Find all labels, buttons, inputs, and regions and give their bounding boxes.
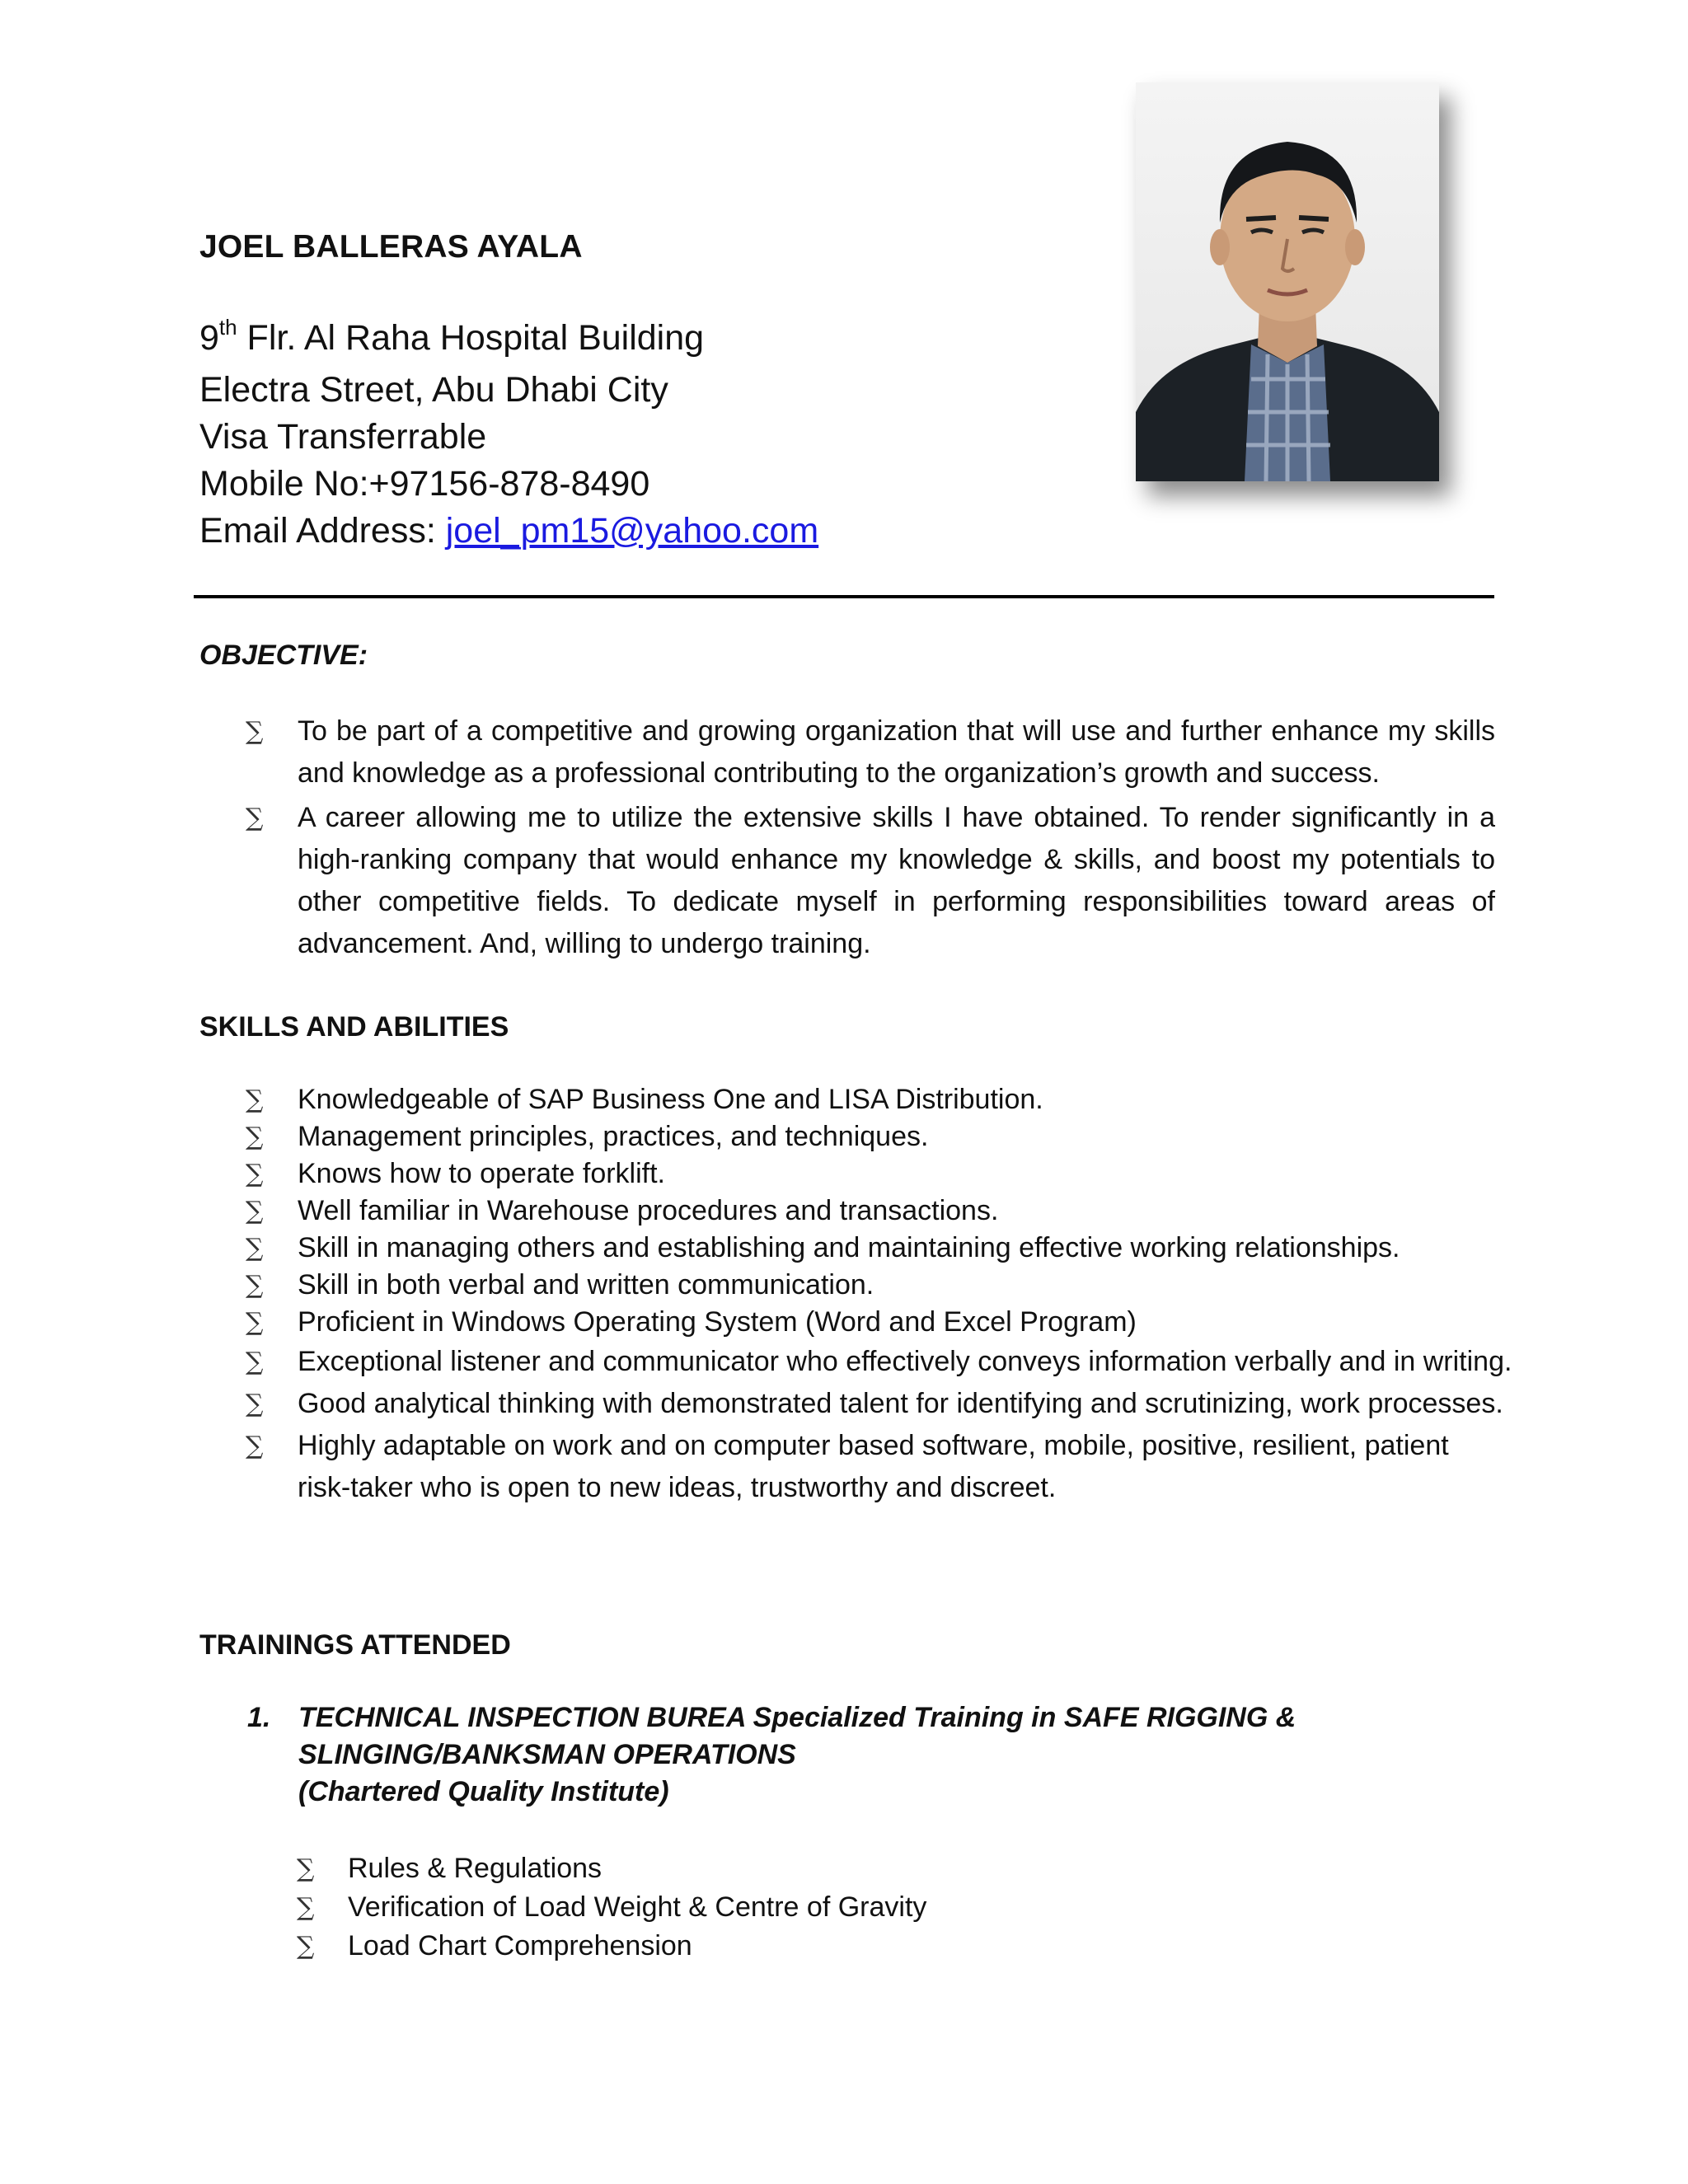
floor-suffix: th: [218, 315, 237, 340]
bullet-icon: ∑: [246, 1197, 264, 1226]
bullet-icon: ∑: [246, 804, 264, 832]
portrait-image: [1136, 82, 1439, 481]
skill-item: ∑ Skill in managing others and establishing and maintaining effective working relationships.: [199, 1230, 1495, 1267]
objective-item: ∑ A career allowing me to utilize the extensive skills I have obtained. To render significantly in a high-ranking company that would enhance my knowledge & skills, and boost my potentials to other competitive fields. To dedicate myself in performing responsibilities toward areas of advancement. And, willing to undergo training.: [199, 797, 1495, 965]
applicant-name: JOEL BALLERAS AYALA: [199, 229, 583, 265]
skill-item: ∑ Knowledgeable of SAP Business One and LISA Distribution.: [199, 1081, 1495, 1118]
objective-title: OBJECTIVE:: [199, 640, 368, 671]
skills-title: SKILLS AND ABILITIES: [199, 1011, 509, 1043]
bullet-icon: ∑: [246, 1085, 264, 1114]
bullet-icon: ∑: [246, 1271, 264, 1300]
training-topic: ∑ Load Chart Comprehension: [247, 1927, 1401, 1966]
bullet-icon: ∑: [246, 1234, 264, 1263]
email-label: Email Address:: [199, 511, 446, 551]
address-building: Flr. Al Raha Hospital Building: [237, 318, 705, 358]
training-institute: (Chartered Quality Institute): [298, 1776, 669, 1807]
bullet-icon: ∑: [246, 1160, 264, 1188]
skill-item: ∑ Good analytical thinking with demonstrated talent for identifying and scrutinizing, work processes.: [199, 1383, 1633, 1425]
objective-list: [199, 710, 1495, 965]
bullet-icon: ∑: [246, 1347, 264, 1376]
visa-status: Visa Transferrable: [199, 417, 487, 457]
bullet-icon: ∑: [246, 1432, 264, 1460]
training-title: TECHNICAL INSPECTION BUREA Specialized Training in SAFE RIGGING & SLINGING/BANKSMAN OPERATIONS: [298, 1702, 1296, 1770]
training-number: 1.: [247, 1702, 271, 1733]
training-topic: ∑ Rules & Regulations: [247, 1849, 1401, 1888]
bullet-icon: ∑: [297, 1854, 315, 1883]
bullet-icon: ∑: [246, 1308, 264, 1337]
address-line-2: Electra Street, Abu Dhabi City: [199, 370, 668, 410]
mobile-number: Mobile No:+97156-878-8490: [199, 464, 650, 504]
bullet-icon: ∑: [246, 717, 264, 746]
training-topics-list: [247, 1849, 1401, 1966]
bullet-icon: ∑: [246, 1122, 264, 1151]
bullet-icon: ∑: [297, 1893, 315, 1922]
skill-item: ∑ Highly adaptable on work and on computer based software, mobile, positive, resilient, patient risk-taker who is open to new ideas, trustworthy and discreet.: [199, 1425, 1495, 1509]
skill-item: ∑ Skill in both verbal and written communication.: [199, 1267, 1495, 1304]
email-line: [199, 508, 818, 555]
skills-list: [199, 1081, 1512, 1509]
skill-item: ∑ Proficient in Windows Operating System (Word and Excel Program): [199, 1304, 1495, 1341]
skill-item: ∑ Knows how to operate forklift.: [199, 1155, 1495, 1193]
bullet-icon: ∑: [246, 1390, 264, 1418]
profile-photo: [1136, 82, 1439, 481]
training-entry-heading: [247, 1699, 1500, 1811]
skill-item: ∑ Exceptional listener and communicator who effectively conveys information verbally and in writing.: [199, 1341, 1641, 1383]
email-link[interactable]: joel_pm15@yahoo.com: [445, 511, 819, 551]
trainings-title: TRAININGS ATTENDED: [199, 1629, 511, 1661]
bullet-icon: ∑: [297, 1932, 315, 1961]
floor-number: 9: [199, 318, 219, 358]
address-line-1: [199, 315, 704, 362]
training-topic: ∑ Verification of Load Weight & Centre of Gravity: [247, 1888, 1401, 1927]
skill-item: ∑ Well familiar in Warehouse procedures and transactions.: [199, 1193, 1495, 1230]
header-divider: [194, 595, 1494, 598]
skill-item: ∑ Management principles, practices, and techniques.: [199, 1118, 1495, 1155]
objective-item: ∑ To be part of a competitive and growing organization that will use and further enhance my skills and knowledge as a professional contributing to the organization’s growth and success.: [199, 710, 1495, 794]
